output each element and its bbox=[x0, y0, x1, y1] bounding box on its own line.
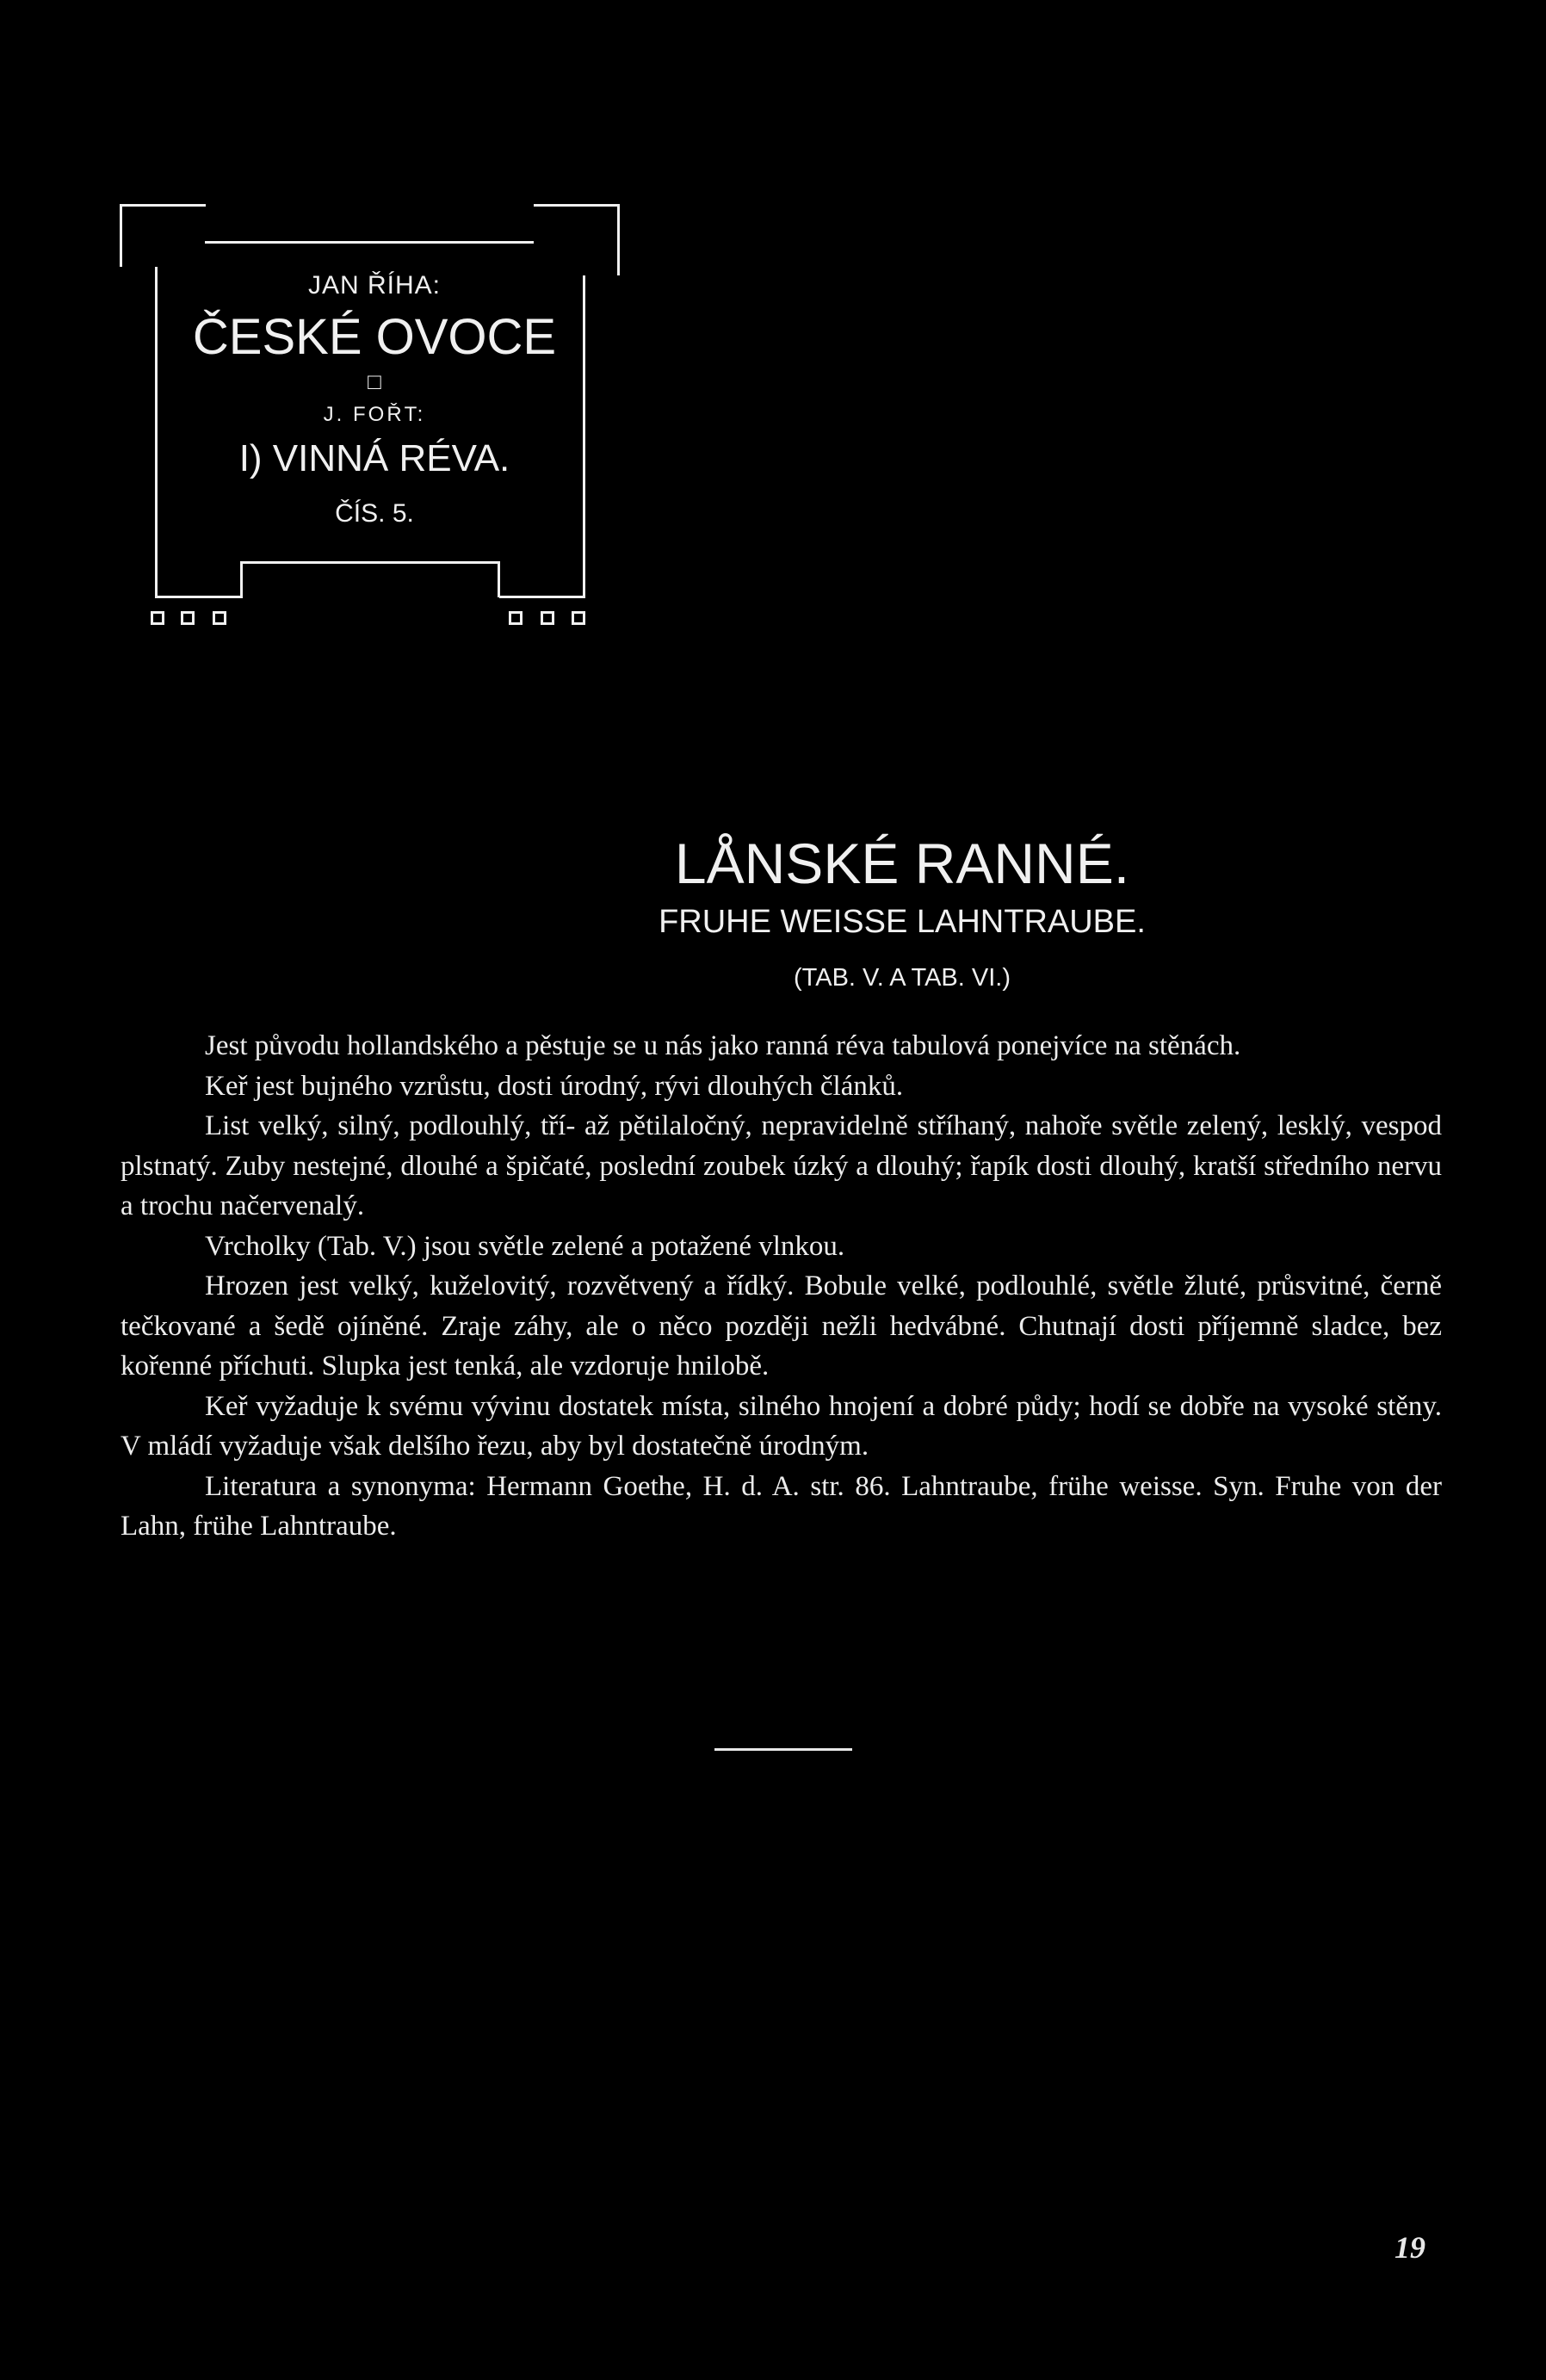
header-part: I) VINNÁ RÉVA. bbox=[238, 437, 510, 479]
paragraph-literature: Literatura a synonyma: Hermann Goethe, H. d. A. str. 86. Lahntraube, frühe weisse. Syn. Fruhe von der Lahn, frühe Lahntraube. bbox=[121, 1470, 1442, 1542]
page-number: 19 bbox=[1394, 2230, 1425, 2265]
header-series-title: ČESKÉ OVOCE bbox=[192, 309, 557, 365]
article-body bbox=[121, 1026, 1442, 1547]
paragraph-cultivation: Keř vyžaduje k svému vývinu dostatek místa, silného hnojení a dobré půdy; hodí se dobře na vysoké stěny. V mládí vyžaduje však delšího řezu, aby byl dostatečně úrodným. bbox=[121, 1390, 1442, 1462]
paragraph-origin: Jest původu hollandského a pěstuje se u nás jako ranná réva tabulová ponejvíce na stěnách. bbox=[205, 1030, 1241, 1061]
header-separator: □ bbox=[368, 368, 381, 394]
paragraph-shrub: Keř jest bujného vzrůstu, dosti úrodný, rývi dlouhých článků. bbox=[205, 1070, 904, 1102]
article-plates: (TAB. V. A TAB. VI.) bbox=[794, 964, 1011, 992]
article-title: LÅNSKÉ RANNÉ. bbox=[674, 831, 1130, 895]
paragraph-leaf: List velký, silný, podlouhlý, tří- až pětilaločný, nepravidelně stříhaný, nahoře světle zelený, lesklý, vespod plstnatý. Zuby nestejné, dlouhé a špičaté, poslední zoubek úzký a dlouhý; řapík dosti dlouhý, kratší středního nervu a trochu načervenalý. bbox=[121, 1110, 1442, 1221]
header-number: ČÍS. 5. bbox=[335, 499, 414, 528]
paragraph-tips: Vrcholky (Tab. V.) jsou světle zelené a potažené vlnkou. bbox=[205, 1230, 845, 1262]
header-author: JAN ŘÍHA: bbox=[307, 271, 442, 300]
article-subtitle: FRUHE WEISSE LAHNTRAUBE. bbox=[659, 904, 1146, 940]
header-editor: J. FOŘT: bbox=[323, 403, 426, 426]
paragraph-cluster: Hrozen jest velký, kuželovitý, rozvětvený a řídký. Bobule velké, podlouhlé, světle žluté, průsvitné, černě tečkované a šedě ojíněné. Zraje záhy, ale o něco později nežli hedvábné. Chutnají dosti příjemně sladce, bez kořenné příchuti. Slupka jest tenká, ale vzdoruje hnilobě. bbox=[121, 1270, 1442, 1382]
end-rule bbox=[714, 1748, 852, 1751]
